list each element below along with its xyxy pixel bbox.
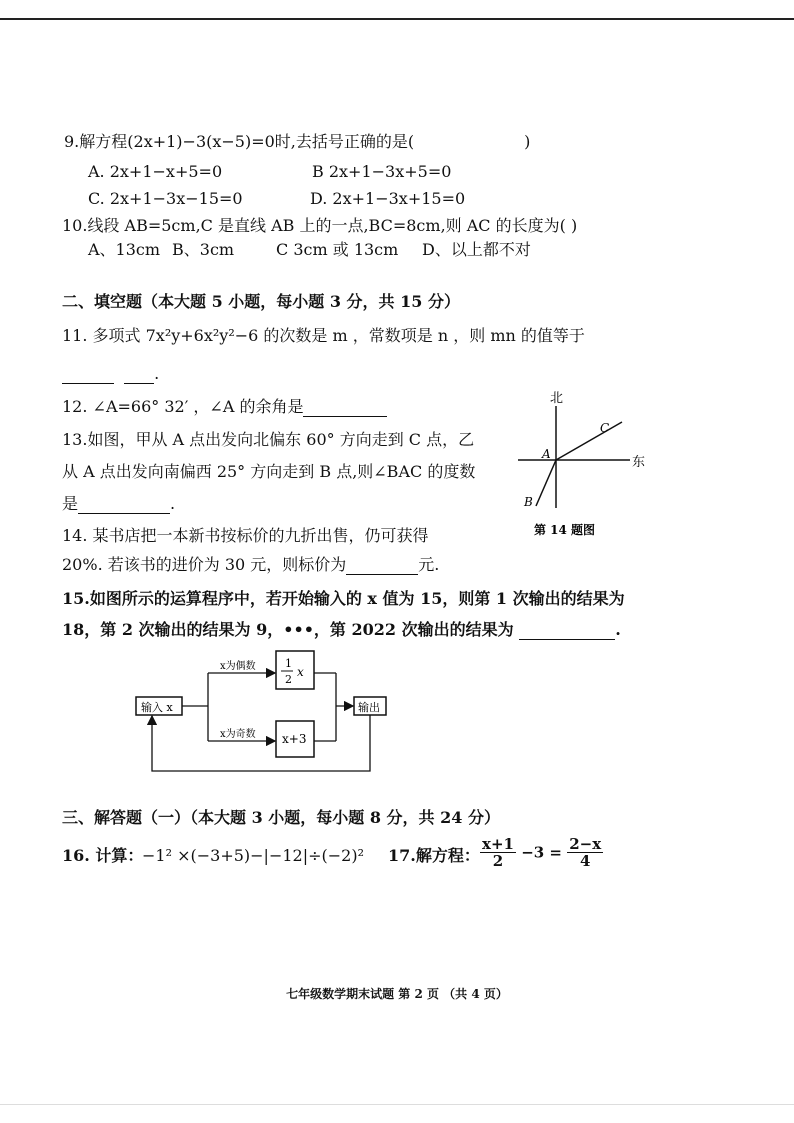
q9-option-d: D. 2x+1−3x+15=0 [310, 189, 466, 208]
q9-option-a: A. 2x+1−x+5=0 [88, 162, 223, 181]
section-2-title: 二、填空题（本大题 5 小题，每小题 3 分，共 15 分） [62, 292, 460, 311]
q17-fraction-left: $\frac{x+1}{2}$ [482, 835, 514, 870]
input-label: 输入 x [141, 701, 173, 714]
flowchart [130, 645, 400, 775]
figure-caption: 第 14 题图 [534, 523, 596, 537]
loop-back-arrow [152, 715, 370, 771]
q15-line2: 18，第 2 次输出的结果为 9，•••，第 2022 次输出的结果为 . [62, 620, 621, 639]
q9-option-c: C. 2x+1−3x−15=0 [88, 189, 243, 208]
point-a-label: A [542, 447, 551, 461]
plus3-label: x+3 [282, 732, 307, 746]
q12-text: 12. ∠A=66° 32′ ，∠A 的余角是 [62, 397, 387, 417]
even-condition: x为偶数 [220, 661, 256, 672]
east-label: 东 [632, 455, 646, 470]
q15-answer-blank[interactable] [519, 623, 615, 640]
top-border-line [0, 18, 794, 20]
q16-label: 16. 计算： [62, 846, 144, 865]
q17-equation: $\frac{x+1}{2}$ −3 = $\frac{2-x}{4}$ [482, 835, 602, 870]
north-label: 北 [550, 391, 564, 406]
ray-ac [556, 422, 622, 460]
half-variable: x [297, 665, 304, 679]
q10-option-c: C 3cm 或 13cm [276, 240, 399, 259]
ray-ab [536, 460, 556, 506]
point-b-label: B [524, 495, 533, 509]
q13-answer-blank[interactable] [78, 497, 170, 514]
q10-option-a: A、13cm [88, 240, 161, 259]
q10-stem: 10.线段 AB=5cm,C 是直线 AB 上的一点,BC=8cm,则 AC 的长度为( ) [62, 216, 578, 235]
q14-line2: 20%. 若该书的进价为 30 元，则标价为 元. [62, 555, 440, 574]
compass-figure [510, 388, 660, 548]
q17-fraction-right: $\frac{2-x}{4}$ [569, 835, 602, 870]
q16-expression: −1² ×(−3+5)−|−12|÷(−2)² [142, 846, 364, 865]
q13-line1: 13.如图，甲从 A 点出发向北偏东 60° 方向走到 C 点，乙 [62, 430, 475, 449]
q14-answer-blank[interactable] [346, 558, 418, 575]
half-box [276, 651, 314, 689]
q13-line2: 从 A 点出发向南偏西 25° 方向走到 B 点,则∠BAC 的度数 [62, 462, 476, 481]
q15-line1: 15.如图所示的运算程序中，若开始输入的 x 值为 15，则第 1 次输出的结果为 [62, 589, 625, 608]
odd-condition: x为奇数 [220, 729, 256, 740]
q10-option-d: D、以上都不对 [422, 240, 531, 259]
bottom-border-line [0, 1104, 794, 1105]
output-label: 输出 [358, 701, 380, 714]
q17-label: 17.解方程： [388, 846, 480, 865]
q10-option-b: B、3cm [172, 240, 235, 259]
section-3-title: 三、解答题（一）（本大题 3 小题，每小题 8 分，共 24 分） [62, 808, 500, 827]
point-c-label: C [600, 421, 610, 435]
q9-stem: 9.解方程(2x+1)−3(x−5)=0时,去括号正确的是( ) [64, 132, 531, 151]
half-numerator: 1 [285, 657, 292, 670]
q11-text: 11. 多项式 7x²y+6x²y²−6 的次数是 m ，常数项是 n ，则 mn 的值等于 [62, 326, 585, 345]
page-footer: 七年级数学期末试题 第 2 页 （共 4 页） [286, 987, 508, 1001]
q14-line1: 14. 某书店把一本新书按标价的九折出售，仍可获得 [62, 526, 429, 545]
q12-answer-blank[interactable] [303, 400, 387, 417]
q9-option-b: B 2x+1−3x+5=0 [312, 162, 452, 181]
q11-answer-blank[interactable]: . [62, 364, 159, 384]
half-denominator: 2 [285, 673, 292, 686]
q13-line3: 是 . [62, 494, 176, 513]
